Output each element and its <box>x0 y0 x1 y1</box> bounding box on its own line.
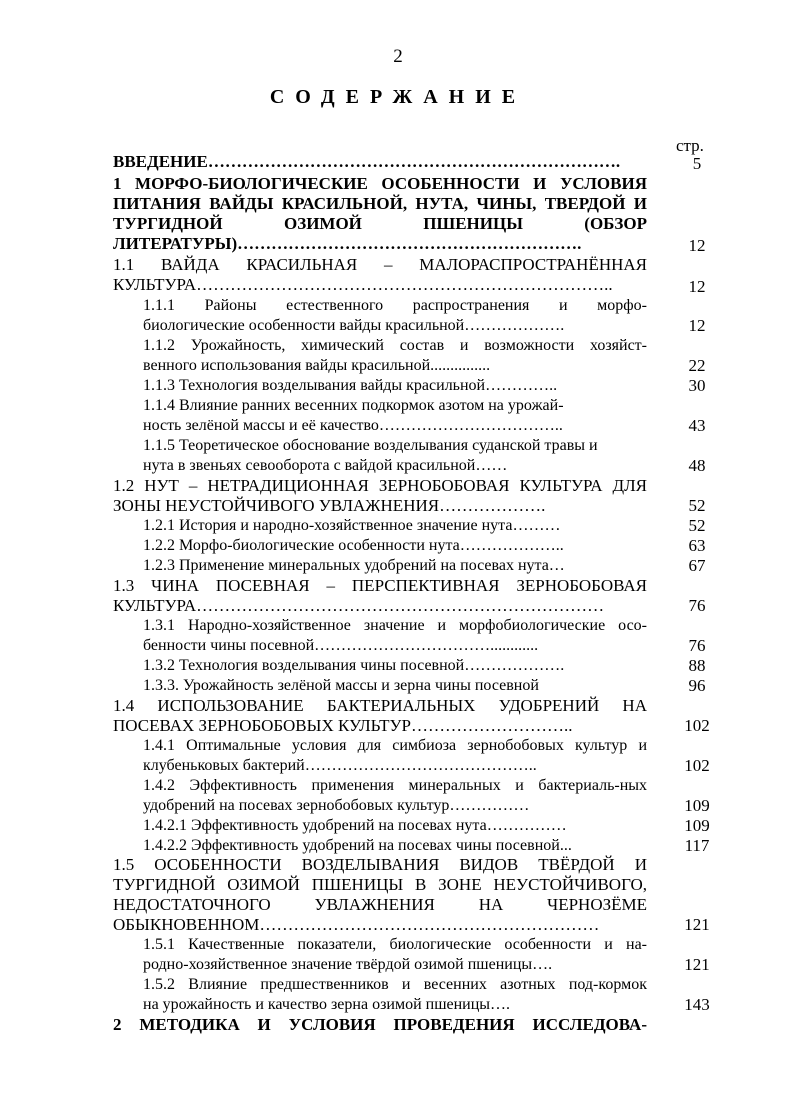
toc-entry-text: бенности чины посевной……………………………............ <box>143 637 539 654</box>
toc-entry-text: 1.5 ОСОБЕННОСТИ ВОЗДЕЛЫВАНИЯ ВИДОВ ТВЁРДОЙ И <box>113 855 647 874</box>
toc-entry-text: на урожайность и качество зерна озимой пшеницы…. <box>143 996 511 1013</box>
toc-entry-text: биологические особенности вайды красильной………………. <box>143 317 565 334</box>
toc-entry-page: 12 <box>688 316 706 335</box>
toc-entry-text: 1.4.2 Эффективность применения минеральных и бактериаль-ных <box>143 777 647 794</box>
toc-entry-text: 1.5.2 Влияние предшественников и весенних азотных под-кормок <box>143 976 647 993</box>
toc-entry-text: ЗОНЫ НЕУСТОЙЧИВОГО УВЛАЖНЕНИЯ………………. <box>113 496 546 515</box>
toc-entry-text: 1.5.1 Качественные показатели, биологические особенности и на- <box>143 936 647 953</box>
toc-entry-page: 102 <box>684 716 710 735</box>
toc-entry-text: удобрений на посевах зернобобовых культур…………… <box>143 797 530 814</box>
toc-entry-text: 1 МОРФО-БИОЛОГИЧЕСКИЕ ОСОБЕННОСТИ И УСЛОВИЯ <box>113 174 647 193</box>
toc-entry-text: родно-хозяйственное значение твёрдой озимой пшеницы…. <box>143 956 553 973</box>
toc-entry-text: 1.3 ЧИНА ПОСЕВНАЯ – ПЕРСПЕКТИВНАЯ ЗЕРНОБОБОВАЯ <box>113 576 647 595</box>
toc-entry-text: 2 МЕТОДИКА И УСЛОВИЯ ПРОВЕДЕНИЯ ИССЛЕДОВА- <box>113 1015 647 1034</box>
toc-entry-text: 1.4.1 Оптимальные условия для симбиоза зернобобовых культур и <box>143 737 647 754</box>
toc-entry-text: 1.3.1 Народно-хозяйственное значение и морфобиологические осо- <box>143 617 647 634</box>
toc-entry-page: 96 <box>688 676 706 695</box>
toc-entry-text: КУЛЬТУРА……………………………………………………………….. <box>113 275 613 294</box>
toc-entry-text: 1.2.2 Морфо-биологические особенности нута……………….. <box>143 537 564 554</box>
toc-entry-page: 88 <box>688 656 706 675</box>
toc-entry-page: 48 <box>688 456 706 475</box>
toc-entry-text: КУЛЬТУРА……………………………………………………………… <box>113 596 605 615</box>
toc-entry-page: 109 <box>684 796 710 815</box>
toc-entry-text: 1.1.1 Районы естественного распространения и морфо- <box>143 297 647 314</box>
toc-entry-page: 76 <box>688 636 706 655</box>
toc-entry-page: 67 <box>688 556 706 575</box>
toc-entry-text: 1.2.1 История и народно-хозяйственное значение нута……… <box>143 517 561 534</box>
toc-entry-text: 1.4 ИСПОЛЬЗОВАНИЕ БАКТЕРИАЛЬНЫХ УДОБРЕНИЙ НА <box>113 696 647 715</box>
toc-entry-page: 109 <box>684 816 710 835</box>
page-title: СОДЕРЖАНИЕ <box>269 86 527 108</box>
toc-entry-text: 1.3.2 Технология возделывания чины посевной………………. <box>143 657 565 674</box>
page-column-header: стр. <box>676 136 704 155</box>
toc-entry-page: 121 <box>684 955 710 974</box>
toc-entry-text: 1.2.3 Применение минеральных удобрений на посевах нута… <box>143 557 565 574</box>
toc-entry-page: 22 <box>688 356 706 375</box>
toc-entry-page: 52 <box>688 496 706 515</box>
toc-entry-text: ность зелёной массы и её качество…………………………….. <box>143 417 563 434</box>
toc-entry-text: ПИТАНИЯ ВАЙДЫ КРАСИЛЬНОЙ, НУТА, ЧИНЫ, ТВЕРДОЙ И <box>113 194 647 213</box>
toc-entry-text: клубеньковых бактерий…………………………………….. <box>143 757 537 774</box>
toc-entry-page: 76 <box>688 596 706 615</box>
toc-entry-text: 1.1.5 Теоретическое обоснование возделывания суданской травы и <box>143 437 598 454</box>
toc-entry-page: 121 <box>684 915 710 934</box>
toc-entry-text: нута в звеньях севооборота с вайдой красильной…… <box>143 457 508 474</box>
toc-entry-text: 1.4.2.1 Эффективность удобрений на посевах нута…………… <box>143 817 567 834</box>
page-number: 2 <box>393 46 403 67</box>
toc-entry-text: 1.1.3 Технология возделывания вайды красильной………….. <box>143 377 558 394</box>
toc-entry-text: 1.3.3. Урожайность зелёной массы и зерна чины посевной <box>143 677 539 694</box>
toc-entry-page: 102 <box>684 756 710 775</box>
toc-entry-text: ТУРГИДНОЙ ОЗИМОЙ ПШЕНИЦЫ (ОБЗОР <box>113 214 647 233</box>
toc-entry-text: ЛИТЕРАТУРЫ)……………………………………………………. <box>113 234 582 253</box>
toc-entry-page: 5 <box>692 154 702 173</box>
toc-entry-page: 43 <box>688 416 706 435</box>
toc-entry-page: 117 <box>684 836 710 855</box>
toc-entry-text: 1.1 ВАЙДА КРАСИЛЬНАЯ – МАЛОРАСПРОСТРАНЁННАЯ <box>113 255 647 274</box>
toc-entry-text: 1.2 НУТ – НЕТРАДИЦИОННАЯ ЗЕРНОБОБОВАЯ КУЛЬТУРА ДЛЯ <box>113 476 647 495</box>
toc-entry-text: ТУРГИДНОЙ ОЗИМОЙ ПШЕНИЦЫ В ЗОНЕ НЕУСТОЙЧИВОГО, <box>113 875 647 894</box>
toc-entry-page: 12 <box>688 277 706 296</box>
toc-entry-text: НЕДОСТАТОЧНОГО УВЛАЖНЕНИЯ НА ЧЕРНОЗЁМЕ <box>113 895 647 914</box>
toc-entry-text: венного использования вайды красильной............... <box>143 357 491 374</box>
toc-entry-page: 52 <box>688 516 706 535</box>
toc-entry-text: 1.4.2.2 Эффективность удобрений на посевах чины посевной... <box>143 837 572 854</box>
toc-entry-page: 63 <box>688 536 706 555</box>
toc-entry-text: 1.1.2 Урожайность, химический состав и возможности хозяйст- <box>143 337 647 354</box>
toc-entry-page: 12 <box>688 236 706 255</box>
toc-entry-text: ВВЕДЕНИЕ………………………………………………………………. <box>113 152 621 171</box>
toc-entry-text: 1.1.4 Влияние ранних весенних подкормок азотом на урожай- <box>143 397 564 414</box>
toc-entry-page: 143 <box>684 995 710 1014</box>
toc-entry-text: ОБЫКНОВЕННОМ…………………………………………………… <box>113 915 600 934</box>
toc-entry-text: ПОСЕВАХ ЗЕРНОБОБОВЫХ КУЛЬТУР……………………….. <box>113 716 573 735</box>
toc-entry-page: 30 <box>688 376 706 395</box>
